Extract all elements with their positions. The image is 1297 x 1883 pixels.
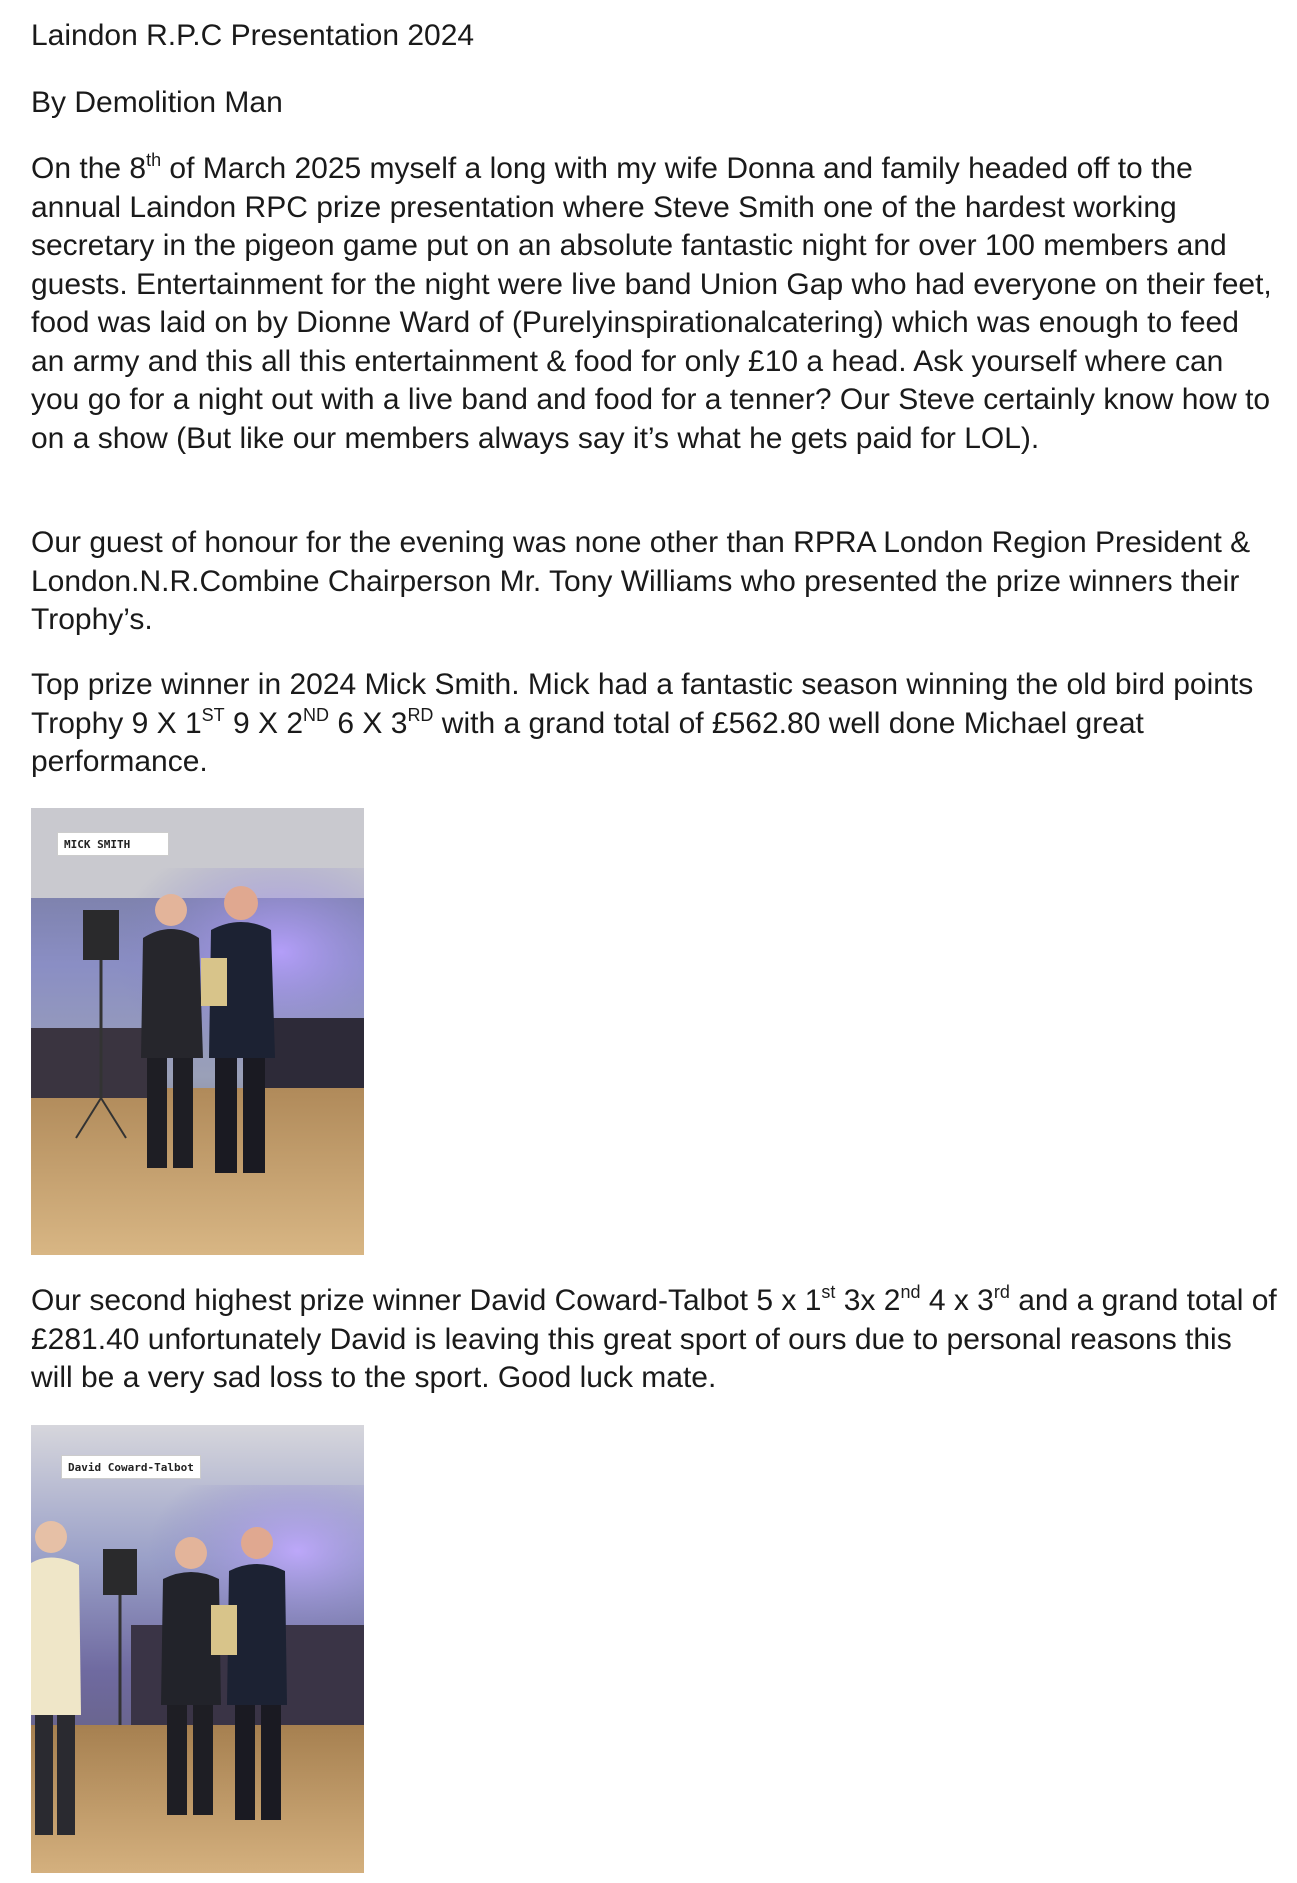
text-span: with a grand total of £562.80 well done Michael great performance. (31, 706, 1144, 778)
second-winner-paragraph (31, 1282, 1277, 1398)
text-span: and a grand total of £281.40 unfortunately David is leaving this great sport of ours due to personal reasons this will be a very sad loss to the sport. Good luck mate. (31, 1284, 1277, 1394)
award-photo-illustration (31, 808, 364, 1255)
david-coward-talbot-photo (31, 1425, 364, 1873)
photo-caption: David Coward-Talbot (61, 1455, 201, 1479)
ordinal-suffix: th (146, 150, 162, 170)
photo-caption: MICK SMITH (57, 832, 169, 856)
text-span: Our second highest prize winner David Coward-Talbot 5 x 1 (31, 1284, 822, 1317)
text-span: 3x 2 (835, 1284, 901, 1317)
author-byline: By Demolition Man (31, 86, 283, 119)
intro-paragraph (31, 150, 1277, 458)
text-span: 6 X 3 (329, 706, 408, 740)
text-span: 9 X 2 (224, 706, 304, 740)
ordinal-suffix: RD (407, 704, 434, 725)
ordinal-suffix: nd (900, 1282, 921, 1302)
text-span: of March 2025 myself a long with my wife Donna and family headed off to the annual Laindon RPC prize presentation where Steve Smith one of the hardest working secretary in the pigeon game put on an absolute fantastic night for over 100 members and guests. Entertainment for the night were live band Union Gap who had everyone on their feet, food was laid on by Dionne Ward of (Purelyinspirationalcatering) which was enough to feed an army and this all this entertainment & food for only £10 a head. Ask yourself where can you go for a night out with a live band and food for a tenner? Our Steve certainly know how to on a show (But like our members always say it’s what he gets paid for LOL). (31, 152, 1272, 455)
ordinal-suffix: ST (201, 704, 225, 725)
ordinal-suffix: ND (303, 704, 330, 725)
text-span: 4 x 3 (920, 1284, 994, 1317)
ordinal-suffix: rd (993, 1282, 1010, 1302)
text-span: Top prize winner in 2024 Mick Smith. Mick had a fantastic season winning the old bird points Trophy 9 X 1 (31, 668, 1254, 740)
guest-paragraph: Our guest of honour for the evening was none other than RPRA London Region President & London.N.R.Combine Chairperson Mr. Tony Williams who presented the prize winners their Trophy’s. (31, 526, 1251, 636)
document-title: Laindon R.P.C Presentation 2024 (31, 19, 475, 52)
mick-smith-photo (31, 808, 364, 1255)
award-photo-illustration (31, 1425, 364, 1873)
text-span: On the 8 (31, 152, 147, 185)
ordinal-suffix: st (821, 1282, 836, 1302)
top-winner-paragraph (31, 666, 1277, 782)
